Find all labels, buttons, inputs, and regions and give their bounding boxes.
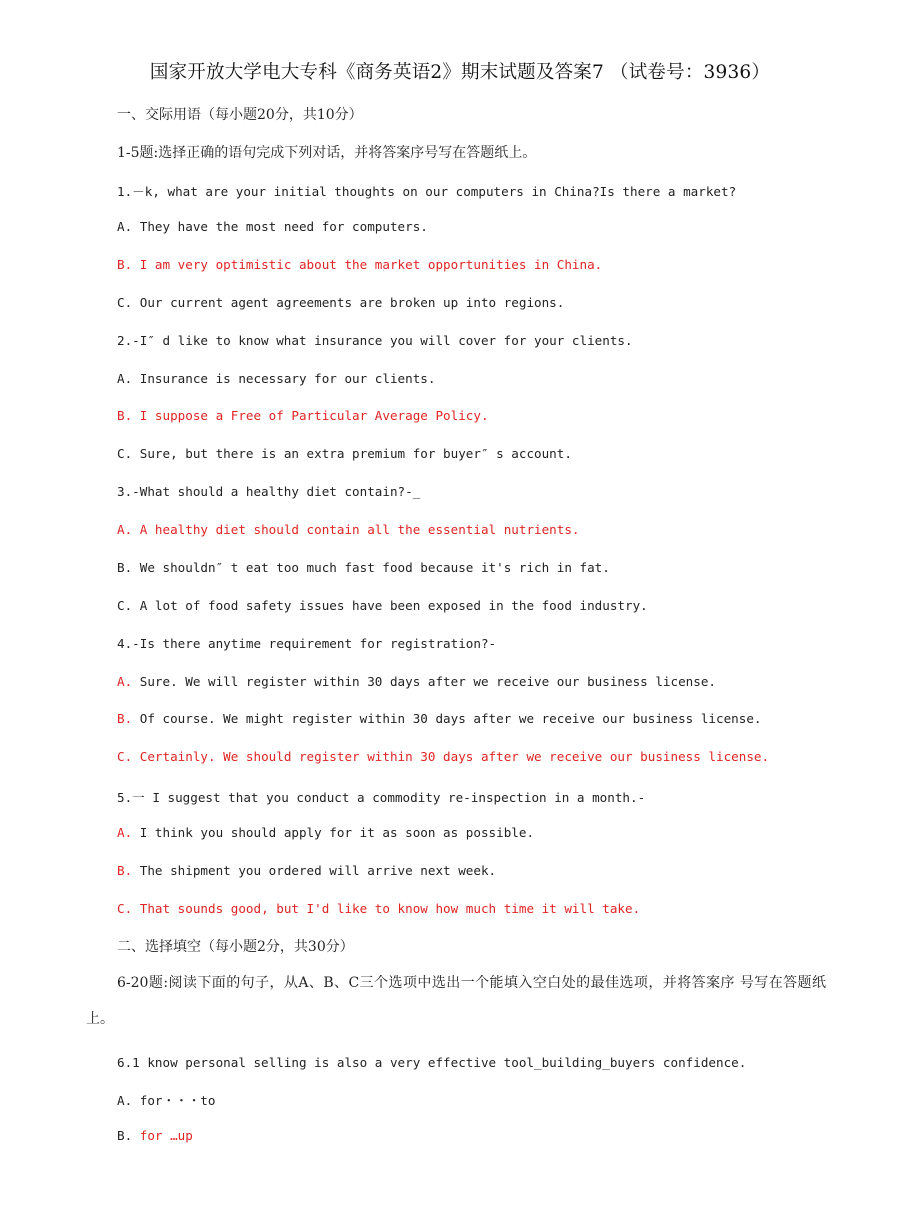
question-3-option-c	[117, 598, 648, 613]
option-letter: B.	[117, 560, 133, 575]
option-letter: A.	[117, 1093, 133, 1108]
question-4-option-c	[117, 749, 769, 764]
option-text: for・・・to	[132, 1093, 216, 1108]
question-2-stem: 2.-I″ d like to know what insurance you will cover for your clients.	[117, 333, 633, 348]
option-letter: A.	[117, 522, 133, 537]
question-2-option-a	[117, 371, 435, 386]
question-5-option-b	[117, 863, 496, 878]
question-4-option-b	[117, 711, 761, 726]
section2-instruction: 6-20题:阅读下面的句子，从A、B、C三个选项中选出一个能填入空白处的最佳选项，并将答案序 号写在答题纸上。	[86, 975, 826, 1027]
question-4-option-a	[117, 674, 716, 689]
option-text: I am very optimistic about the market opportunities in China.	[132, 257, 603, 272]
option-letter: B.	[117, 257, 133, 272]
option-text: Certainly. We should register within 30 days after we receive our business license.	[132, 749, 770, 764]
question-4-stem: 4.-Is there anytime requirement for registration?-	[117, 636, 497, 651]
option-letter: B.	[117, 408, 133, 423]
option-text: That sounds good, but I'd like to know how much time it will take.	[132, 901, 641, 916]
page-title: 国家开放大学电大专科《商务英语2》期末试题及答案7 （试卷号：3936）	[149, 62, 771, 83]
section1-heading: 一、交际用语（每小题20分，共10分）	[117, 107, 363, 123]
section1-instruction: 1-5题:选择正确的语句完成下列对话，并将答案序号写在答题纸上。	[117, 145, 537, 161]
question-3-option-b	[117, 560, 610, 575]
question-1-stem: 1.－k, what are your initial thoughts on our computers in China?Is there a market?	[117, 184, 737, 199]
question-5-option-c	[117, 901, 640, 916]
option-text: Insurance is necessary for our clients.	[132, 371, 436, 386]
option-letter: B.	[117, 1128, 133, 1143]
option-text: Our current agent agreements are broken up into regions.	[132, 295, 565, 310]
question-5-option-a	[117, 825, 534, 840]
option-text: I think you should apply for it as soon as possible.	[132, 825, 535, 840]
question-2-option-c	[117, 446, 572, 461]
option-text: Sure. We will register within 30 days after we receive our business license.	[132, 674, 716, 689]
option-letter: B.	[117, 711, 133, 726]
option-letter: A.	[117, 371, 133, 386]
option-letter: C.	[117, 901, 133, 916]
question-1-option-c	[117, 295, 564, 310]
option-letter: A.	[117, 825, 133, 840]
option-letter: A.	[117, 674, 133, 689]
section2-heading: 二、选择填空（每小题2分，共30分）	[117, 939, 354, 955]
option-letter: B.	[117, 863, 133, 878]
option-text: A lot of food safety issues have been exposed in the food industry.	[132, 598, 648, 613]
option-text: I suppose a Free of Particular Average Policy.	[132, 408, 489, 423]
question-1-option-a	[117, 219, 428, 234]
question-1-option-b	[117, 257, 602, 272]
question-5-stem: 5.一 I suggest that you conduct a commodity re-inspection in a month.-	[117, 790, 646, 805]
question-3-option-a	[117, 522, 580, 537]
option-text: They have the most need for computers.	[132, 219, 428, 234]
option-text: Sure, but there is an extra premium for buyer″ s account.	[132, 446, 572, 461]
option-text: for …up	[132, 1128, 193, 1143]
question-6-stem: 6.1 know personal selling is also a very effective tool_building_buyers confidence.	[117, 1055, 747, 1070]
option-letter: C.	[117, 295, 133, 310]
question-3-stem: 3.-What should a healthy diet contain?-_	[117, 484, 421, 499]
option-letter: C.	[117, 598, 133, 613]
option-letter: A.	[117, 219, 133, 234]
question-6-option-a	[117, 1090, 215, 1109]
option-text: A healthy diet should contain all the essential nutrients.	[132, 522, 580, 537]
question-2-option-b	[117, 408, 489, 423]
option-text: We shouldn″ t eat too much fast food because it's rich in fat.	[132, 560, 610, 575]
option-text: The shipment you ordered will arrive next week.	[132, 863, 497, 878]
option-text: Of course. We might register within 30 days after we receive our business license.	[132, 711, 762, 726]
option-letter: C.	[117, 749, 133, 764]
question-6-option-b	[117, 1128, 193, 1143]
option-letter: C.	[117, 446, 133, 461]
